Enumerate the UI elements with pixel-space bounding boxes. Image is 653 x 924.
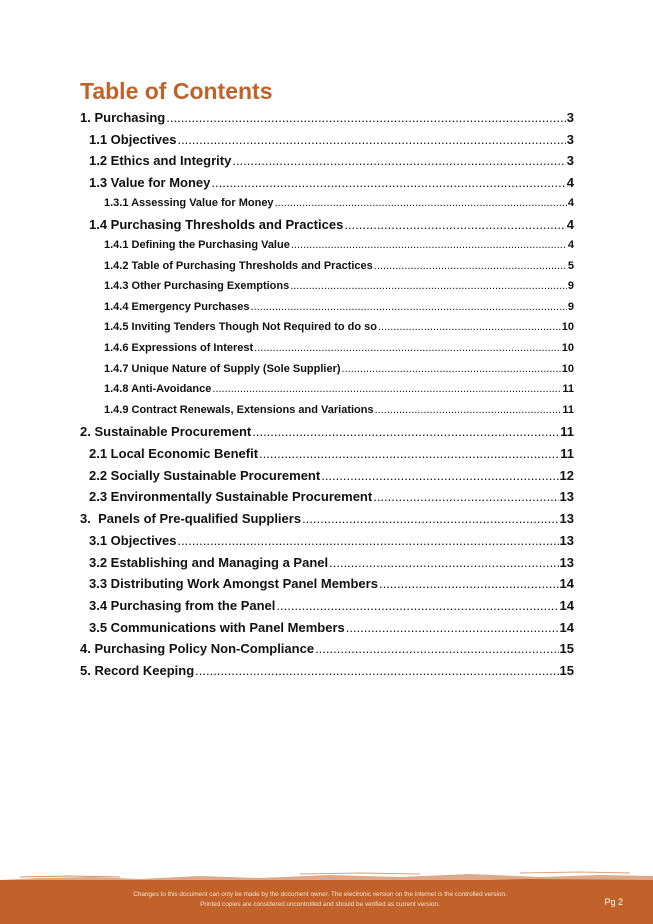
dot-leader (254, 342, 561, 354)
toc-entry[interactable] (80, 533, 574, 555)
dot-leader (252, 424, 559, 439)
toc-entry-page: 3 (566, 131, 574, 147)
toc-entry[interactable] (80, 468, 574, 490)
toc-entry[interactable] (80, 110, 574, 132)
dot-leader (379, 576, 559, 591)
toc-entry-label: 1.4.5 Inviting Tenders Though Not Required to do so (104, 321, 377, 334)
toc-entry-page: 9 (567, 280, 574, 293)
toc-entry-label: 2.2 Socially Sustainable Procurement (89, 467, 321, 483)
dot-leader (177, 132, 565, 147)
toc-entry-page: 3 (566, 153, 574, 169)
toc-entry-label: 1. Purchasing (80, 110, 166, 125)
toc-entry-page: 14 (559, 576, 574, 592)
toc-entry-page: 10 (561, 321, 574, 334)
toc-entry-page: 9 (567, 300, 574, 313)
toc-entry-page: 14 (559, 619, 574, 635)
toc-entry[interactable] (80, 321, 574, 342)
dot-leader (342, 363, 561, 375)
toc-entry-label: 3.1 Objectives (89, 532, 177, 548)
toc-entry-page: 15 (559, 662, 574, 678)
toc-entry-label: 1.4.4 Emergency Purchases (104, 300, 250, 313)
dot-leader (177, 533, 558, 548)
toc-entry[interactable] (80, 132, 574, 154)
dot-leader (212, 383, 561, 395)
page-number: Pg 2 (604, 897, 623, 907)
toc-entry-page: 13 (559, 511, 574, 527)
toc-entry[interactable] (80, 260, 574, 281)
dot-leader (291, 239, 567, 251)
toc-entry-label: 1.4.1 Defining the Purchasing Value (104, 239, 290, 252)
toc-entry[interactable] (80, 620, 574, 642)
dot-leader (166, 110, 566, 125)
toc-entry[interactable] (80, 446, 574, 468)
toc-entry-label: 3. Panels of Pre-qualified Suppliers (80, 511, 302, 527)
dot-leader (251, 301, 567, 313)
dot-leader (276, 598, 558, 613)
toc-entry-page: 11 (562, 403, 574, 416)
toc-entry-label: 1.4.8 Anti-Avoidance (104, 383, 212, 396)
toc-entry-page: 14 (559, 597, 574, 613)
toc-entry-page: 10 (561, 342, 574, 354)
dot-leader (302, 511, 558, 526)
page-title: Table of Contents (80, 78, 273, 104)
toc-entry[interactable] (80, 383, 574, 404)
toc-entry-label: 5. Record Keeping (80, 662, 195, 678)
toc-entry-label: 1.3.1 Assessing Value for Money (104, 196, 274, 209)
toc-entry-page: 13 (559, 554, 574, 570)
toc-entry[interactable] (80, 301, 574, 322)
toc-entry[interactable] (80, 217, 574, 239)
dot-leader (315, 641, 558, 656)
toc-entry-label: 1.2 Ethics and Integrity (89, 153, 232, 169)
toc-entry-page: 11 (562, 383, 574, 396)
toc-entry-label: 2.3 Environmentally Sustainable Procurement (89, 489, 373, 505)
document-control-note-line: Printed copies are considered uncontrolled and should be verified as current version. (200, 901, 440, 908)
dot-leader (374, 260, 567, 272)
toc-entry-page: 11 (560, 446, 574, 462)
toc-entry-label: 1.4 Purchasing Thresholds and Practices (89, 217, 344, 233)
toc-entry-page: 5 (567, 259, 574, 272)
toc-entry[interactable] (80, 197, 574, 218)
toc-entry[interactable] (80, 175, 574, 197)
toc-entry-label: 2.1 Local Economic Benefit (89, 446, 259, 462)
toc-entry[interactable] (80, 511, 574, 533)
toc-entry-label: 4. Purchasing Policy Non-Compliance (80, 641, 315, 657)
toc-entry[interactable] (80, 404, 574, 425)
dot-leader (232, 153, 565, 168)
toc-entry-page: 13 (559, 489, 574, 505)
dot-leader (195, 663, 558, 678)
toc-entry-label: 1.4.7 Unique Nature of Supply (Sole Supplier) (104, 362, 341, 375)
toc-entry-label: 3.3 Distributing Work Amongst Panel Members (89, 576, 378, 592)
dot-leader (346, 620, 559, 635)
dot-leader (259, 446, 559, 461)
dot-leader (378, 321, 561, 333)
toc-entry[interactable] (80, 153, 574, 175)
dot-leader (211, 175, 565, 190)
toc-entry-page: 13 (559, 532, 574, 548)
toc-entry-page: 4 (567, 239, 574, 252)
toc-entry[interactable] (80, 576, 574, 598)
toc-entry[interactable] (80, 663, 574, 685)
toc-entry-label: 3.2 Establishing and Managing a Panel (89, 554, 329, 570)
dot-leader (275, 197, 567, 209)
dot-leader (375, 404, 562, 416)
page-footer (0, 880, 653, 924)
toc-entry-page: 4 (566, 217, 574, 233)
toc-entry-page: 3 (566, 110, 574, 125)
table-of-contents (80, 110, 574, 685)
toc-entry-label: 1.4.9 Contract Renewals, Extensions and Variations (104, 403, 374, 416)
toc-entry[interactable] (80, 239, 574, 260)
dot-leader (329, 555, 558, 570)
dot-leader (290, 280, 567, 292)
dot-leader (373, 489, 558, 504)
toc-entry[interactable] (80, 424, 574, 446)
toc-entry-label: 3.4 Purchasing from the Panel (89, 597, 276, 613)
dot-leader (344, 217, 565, 232)
toc-entry-label: 1.4.2 Table of Purchasing Thresholds and Practices (104, 259, 373, 272)
toc-entry[interactable] (80, 342, 574, 363)
toc-entry-page: 10 (561, 362, 574, 375)
toc-entry[interactable] (80, 363, 574, 384)
document-control-note-line: Changes to this document can only be made by the document owner. The electronic version on the internet is the controlled version. (133, 891, 507, 898)
toc-entry-label: 3.5 Communications with Panel Members (89, 619, 345, 635)
toc-entry[interactable] (80, 280, 574, 301)
toc-entry-label: 1.4.6 Expressions of Interest (104, 342, 254, 354)
toc-entry-label: 1.1 Objectives (89, 131, 177, 147)
toc-entry-page: 12 (559, 467, 574, 483)
toc-entry-page: 11 (560, 424, 574, 440)
document-control-note (60, 890, 580, 910)
toc-entry[interactable] (80, 641, 574, 663)
toc-entry-label: 2. Sustainable Procurement (80, 424, 252, 440)
toc-entry[interactable] (80, 555, 574, 577)
toc-entry-label: 1.3 Value for Money (89, 175, 211, 191)
toc-entry[interactable] (80, 489, 574, 511)
toc-entry-page: 4 (566, 175, 574, 191)
toc-entry-label: 1.4.3 Other Purchasing Exemptions (104, 280, 290, 293)
dot-leader (321, 468, 558, 483)
toc-entry-page: 4 (567, 196, 574, 209)
toc-entry-page: 15 (559, 641, 574, 657)
toc-entry[interactable] (80, 598, 574, 620)
